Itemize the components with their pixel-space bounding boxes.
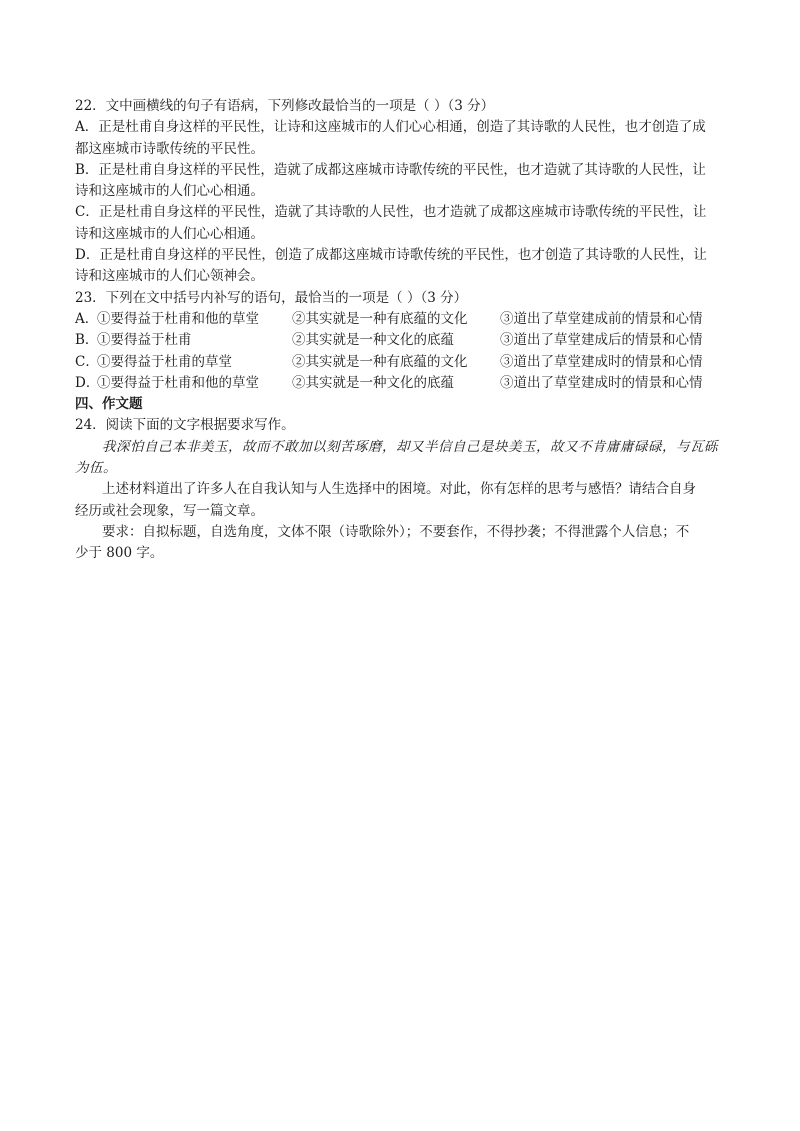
section-heading: 四、作文题 <box>75 396 143 413</box>
question-22-option-a: A．正是杜甫自身这样的平民性，让诗和这座城市的人们心心相通，创造了其诗歌的人民性，也才创造了成 都这座城市诗歌传统的平民性。 <box>75 119 706 157</box>
question-22-option-d: D．正是杜甫自身这样的平民性，创造了成都这座城市诗歌传统的平民性，也才创造了其诗歌的人民性，让 诗和这座城市的人们心领神会。 <box>75 247 707 285</box>
question-23-stem: 23．下列在文中括号内补写的语句，最恰当的一项是（ ）（3 分） <box>75 289 468 306</box>
question-23-option-b: B． ①要得益于杜甫 ②其实就是一种文化的底蕴 ③道出了草堂建成后的情景和心情 <box>75 332 703 349</box>
question-24-stem: 24．阅读下面的文字根据要求写作。 <box>75 417 295 434</box>
question-23-option-d: D． ①要得益于杜甫和他的草堂 ②其实就是一种文化的底蕴 ③道出了草堂建成时的情景和心情 <box>75 374 703 391</box>
essay-quote: 我深怕自己本非美玉，故而不敢加以刻苦琢磨，却又半信自己是块美玉，故又不肯庸庸碌碌，与瓦砾 为伍。 <box>75 438 718 477</box>
essay-prompt: 上述材料道出了许多人在自我认知与人生选择中的困境。对此，你有怎样的思考与感悟？请结合自身 经历或社会现象，写一篇文章。 <box>75 481 696 519</box>
document-body <box>75 96 730 565</box>
question-22-option-c: C．正是杜甫自身这样的平民性，造就了其诗歌的人民性，也才造就了成都这座城市诗歌传统的平民性，让 诗和这座城市的人们心心相通。 <box>75 204 707 242</box>
question-22-option-b: B．正是杜甫自身这样的平民性，造就了成都这座城市诗歌传统的平民性，也才造就了其诗歌的人民性，让 诗和这座城市的人们心心相通。 <box>75 161 706 200</box>
essay-requirement: 要求：自拟标题，自选角度，文体不限（诗歌除外）；不要套作，不得抄袭；不得泄露个人信息；不 少于 800 字。 <box>75 523 690 562</box>
question-23-option-c: C． ①要得益于杜甫的草堂 ②其实就是一种有底蕴的文化 ③道出了草堂建成时的情景和心情 <box>75 353 703 370</box>
question-22-stem: 22．文中画横线的句子有语病，下列修改最恰当的一项是（ ）（3 分） <box>75 98 495 114</box>
question-23-option-a: A． ①要得益于杜甫和他的草堂 ②其实就是一种有底蕴的文化 ③道出了草堂建成前的情景和心情 <box>75 310 703 327</box>
